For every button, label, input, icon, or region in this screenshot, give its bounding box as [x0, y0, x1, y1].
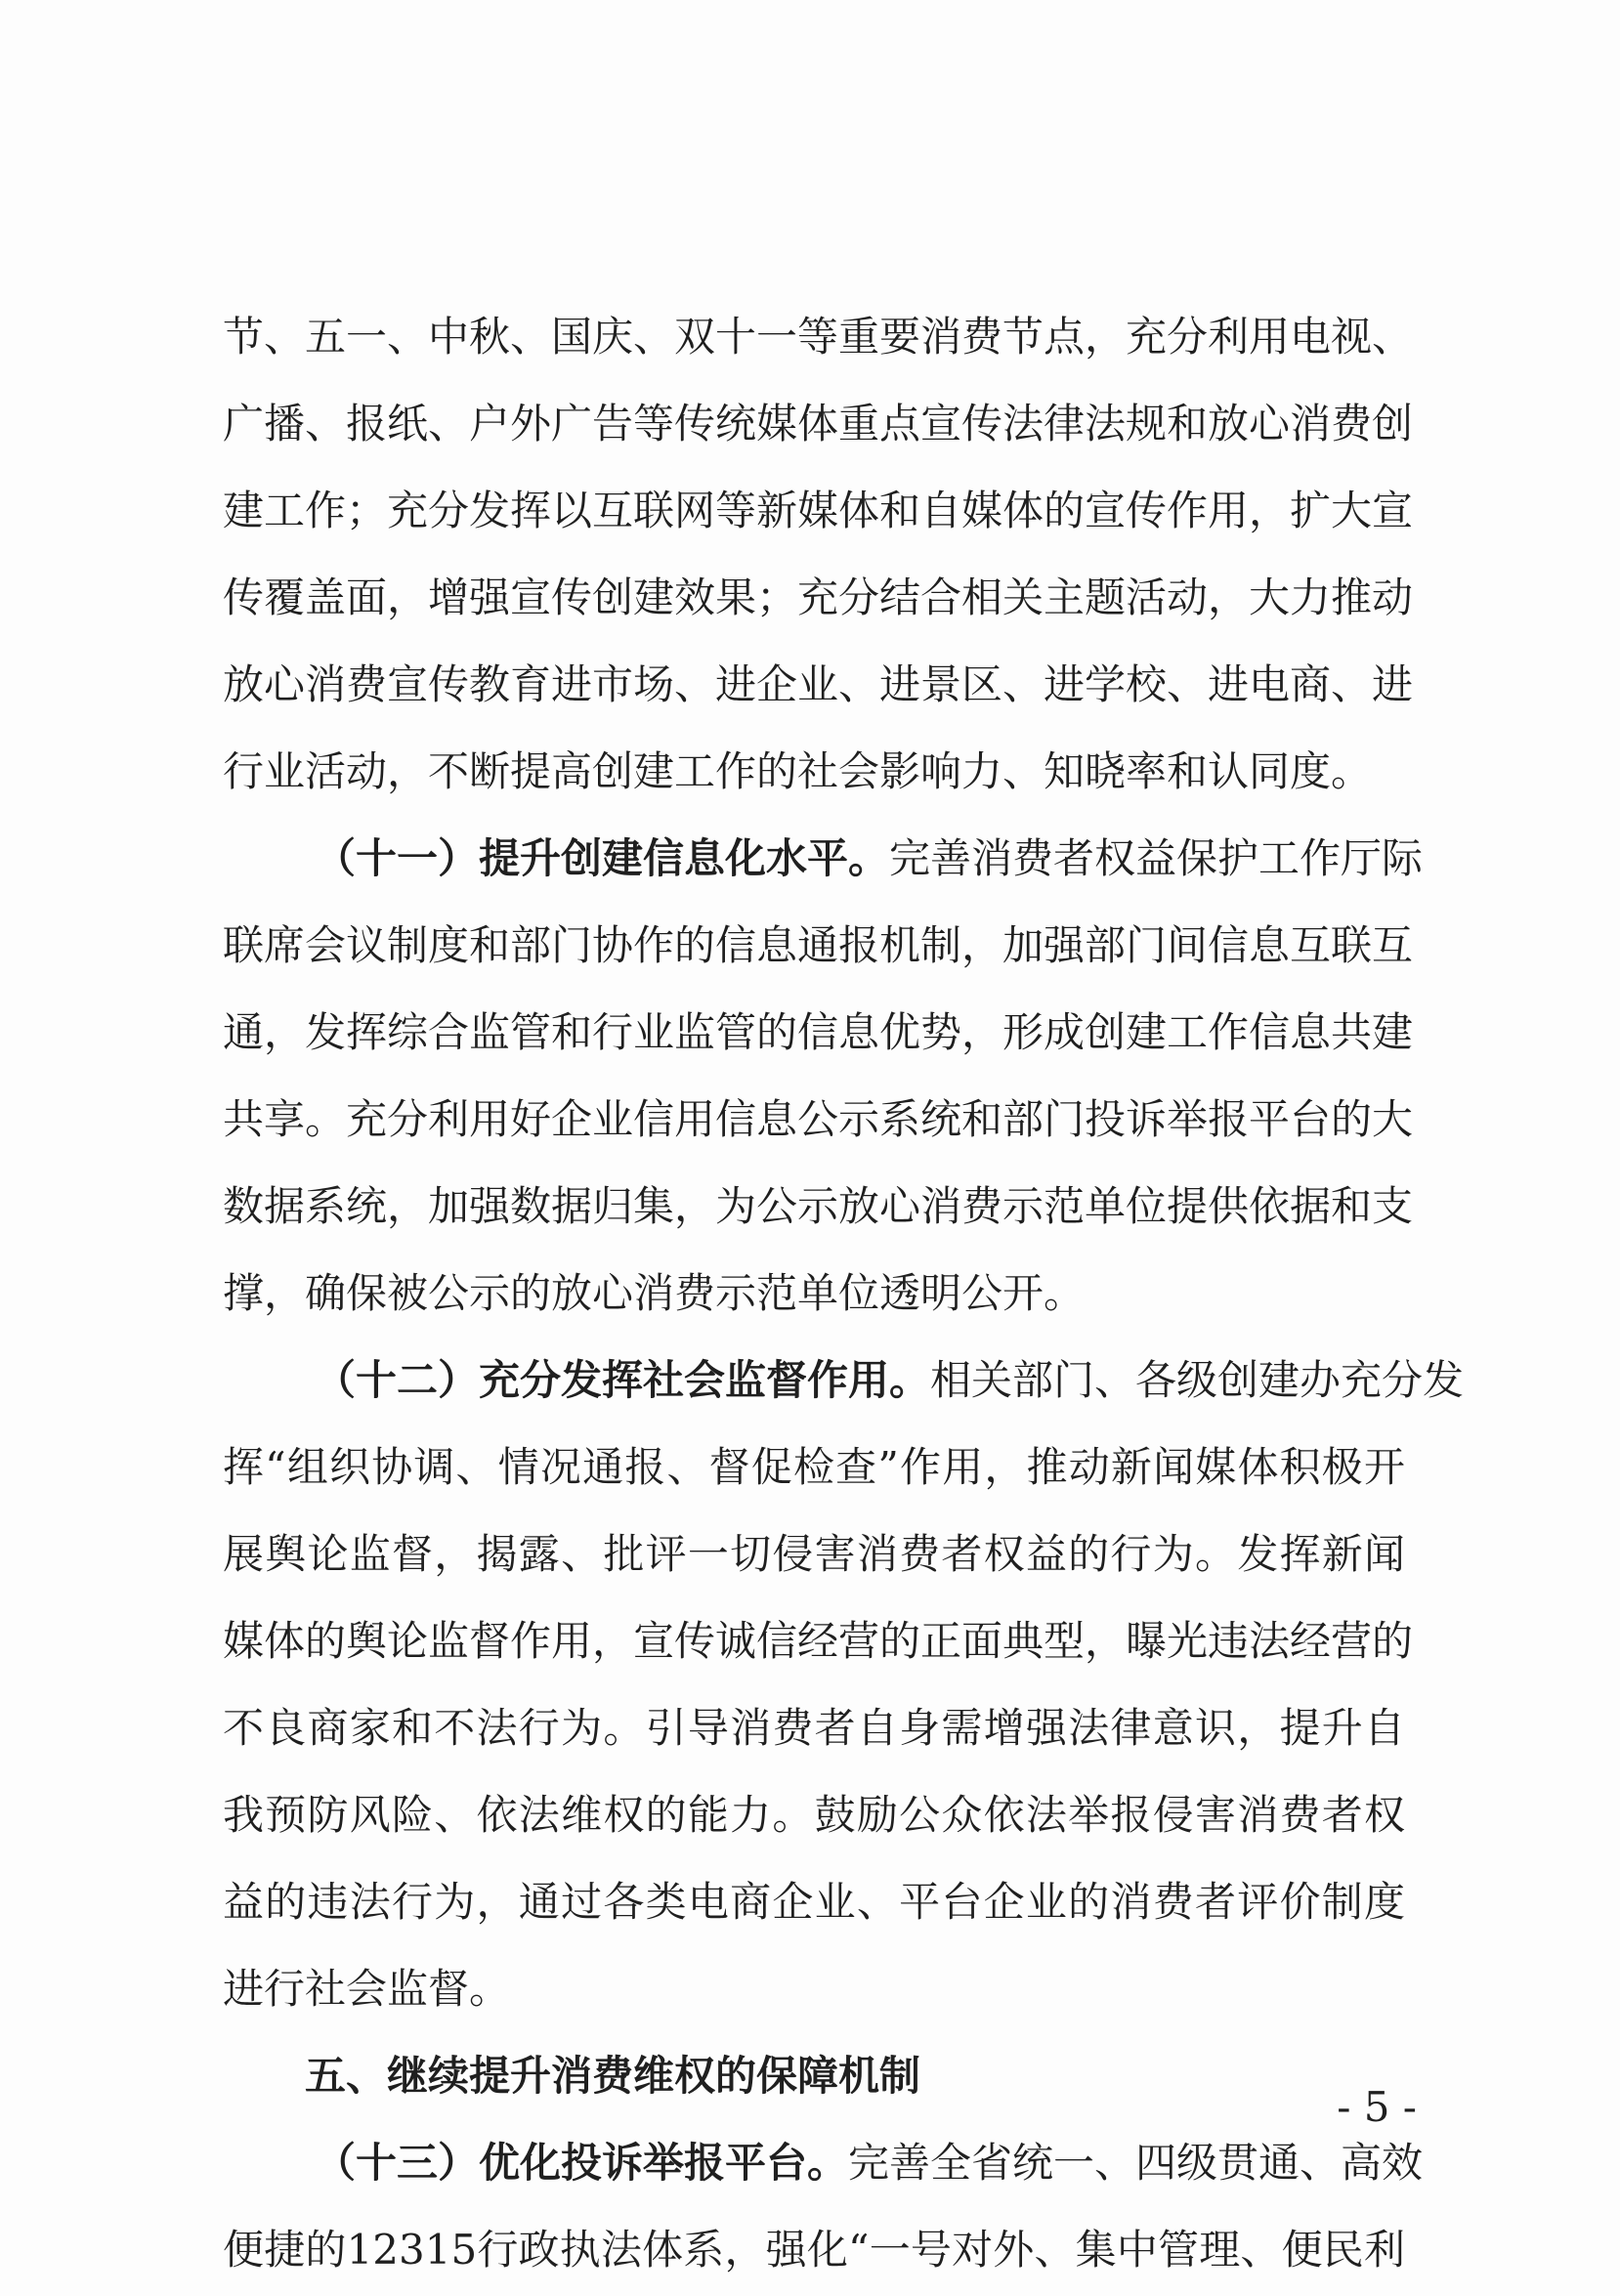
paragraph-line: 媒体的舆论监督作用，宣传诚信经营的正面典型，曝光违法经营的: [223, 1617, 1414, 1665]
paragraph-text: 完善消费者权益保护工作厅际: [889, 834, 1424, 882]
item-heading: （十二）充分发挥社会监督作用。: [315, 1356, 931, 1404]
paragraph-line: 通，发挥综合监管和行业监管的信息优势，形成创建工作信息共建: [223, 1008, 1414, 1056]
paragraph-line: 数据系统，加强数据归集，为公示放心消费示范单位提供依据和支: [223, 1182, 1414, 1230]
section-heading: 五、继续提升消费维权的保障机制: [305, 2052, 921, 2100]
page-number: - 5 -: [1337, 2083, 1417, 2131]
paragraph-text: 完善全省统一、四级贯通、高效: [848, 2139, 1424, 2187]
paragraph-line: 广播、报纸、户外广告等传统媒体重点宣传法律法规和放心消费创: [223, 400, 1414, 447]
paragraph-line: 建工作；充分发挥以互联网等新媒体和自媒体的宣传作用，扩大宣: [223, 487, 1414, 534]
paragraph-line: 共享。充分利用好企业信用信息公示系统和部门投诉举报平台的大: [223, 1095, 1414, 1143]
paragraph-text: 相关部门、各级创建办充分发: [930, 1356, 1465, 1404]
paragraph-line: 我预防风险、依法维权的能力。鼓励公众依法举报侵害消费者权: [223, 1791, 1405, 1839]
body-text: [223, 293, 1465, 2293]
paragraph-line: 展舆论监督，揭露、批评一切侵害消费者权益的行为。发挥新闻: [223, 1530, 1405, 1578]
paragraph-line: 传覆盖面，增强宣传创建效果；充分结合相关主题活动，大力推动: [223, 574, 1414, 621]
paragraph-line: 放心消费宣传教育进市场、进企业、进景区、进学校、进电商、进: [223, 660, 1414, 708]
paragraph-line: 联席会议制度和部门协作的信息通报机制，加强部门间信息互联互: [223, 921, 1414, 969]
paragraph-line: 撑，确保被公示的放心消费示范单位透明公开。: [223, 1269, 1086, 1317]
paragraph-line: 行业活动，不断提高创建工作的社会影响力、知晓率和认同度。: [223, 747, 1373, 795]
item-heading: （十三）优化投诉举报平台。: [315, 2139, 849, 2187]
paragraph-line: 挥“组织协调、情况通报、督促检查”作用，推动新闻媒体积极开: [223, 1443, 1405, 1491]
paragraph-line: 便捷的12315行政执法体系，强化“一号对外、集中管理、便民利: [223, 2226, 1405, 2274]
paragraph-first-line: [223, 1337, 1465, 1424]
paragraph-line: 节、五一、中秋、国庆、双十一等重要消费节点，充分利用电视、: [223, 313, 1414, 361]
paragraph-line: 进行社会监督。: [223, 1965, 511, 2013]
paragraph-first-line: [223, 815, 1424, 902]
paragraph-line: 不良商家和不法行为。引导消费者自身需增强法律意识，提升自: [223, 1704, 1405, 1752]
paragraph-line: 益的违法行为，通过各类电商企业、平台企业的消费者评价制度: [223, 1878, 1405, 1926]
item-heading: （十一）提升创建信息化水平。: [315, 834, 890, 882]
paragraph-first-line: [223, 2119, 1424, 2206]
